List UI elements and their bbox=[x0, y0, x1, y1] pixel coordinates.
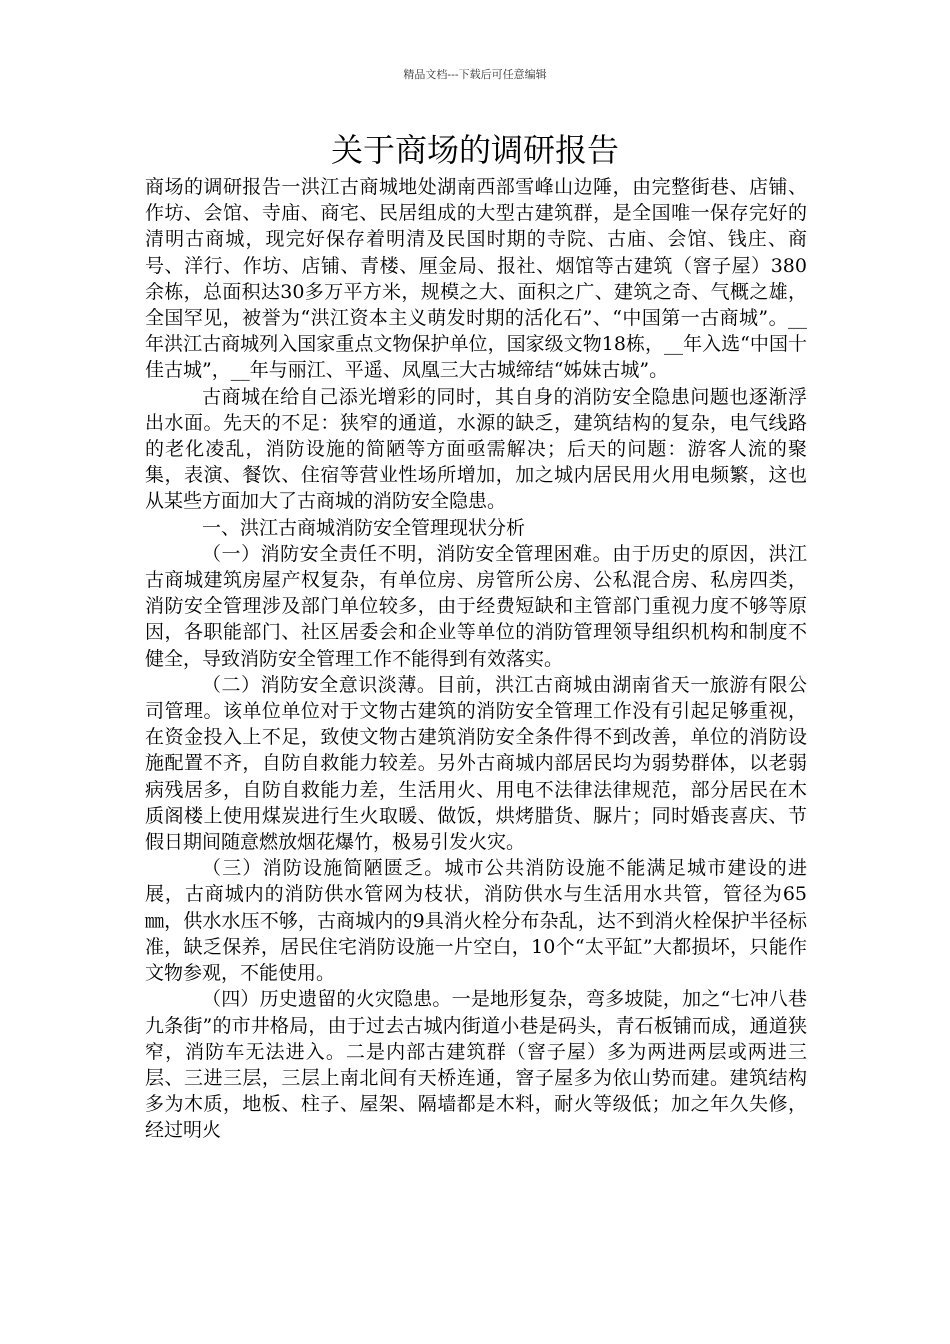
paragraph-hazards: 古商城在给自己添光增彩的同时，其自身的消防安全隐患问题也逐渐浮出水面。先天的不足：狭窄的通道，水源的缺乏，建筑结构的复杂，电气线路的老化凌乱，消防设施的简陋等方面亟需解决；后天的问题：游客人流的聚集，表演、餐饮、住宿等营业性场所增加，加之城内居民用火用电频繁，这也从某些方面加大了古商城的消防安全隐患。 bbox=[145, 385, 807, 513]
paragraph-item-3: （三）消防设施简陋匮乏。城市公共消防设施不能满足城市建设的进展，古商城内的消防供水管网为枝状，消防供水与生活用水共管，管径为65㎜，供水水压不够，古商城内的9具消火栓分布杂乱，达不到消火栓保护半径标准，缺乏保养，居民住宅消防设施一片空白，10个“太平缸”大都损坏，只能作文物参观，不能使用。 bbox=[145, 857, 807, 985]
paragraph-item-2: （二）消防安全意识淡薄。目前，洪江古商城由湖南省天一旅游有限公司管理。该单位单位对于文物古建筑的消防安全管理工作没有引起足够重视，在资金投入上不足，致使文物古建筑消防安全条件得不到改善，单位的消防设施配置不齐，自防自救能力较差。另外古商城内部居民均为弱势群体，以老弱病残居多，自防自救能力差，生活用火、用电不法律法律规范，部分居民在木质阁楼上使用煤炭进行生火取暖、做饭，烘烤腊货、脲片；同时婚丧喜庆、节假日期间随意燃放烟花爆竹，极易引发火灾。 bbox=[145, 673, 807, 854]
document-title: 关于商场的调研报告 bbox=[330, 131, 619, 169]
section-heading-analysis: 一、洪江古商城消防安全管理现状分析 bbox=[202, 516, 526, 539]
paragraph-intro: 商场的调研报告一洪江古商城地处湖南西部雪峰山边陲，由完整街巷、店铺、作坊、会馆、寺庙、商宅、民居组成的大型古建筑群，是全国唯一保存完好的清明古商城，现完好保存着明清及民国时期的寺院、古庙、会馆、钱庄、商号、洋行、作坊、店铺、青楼、厘金局、报社、烟馆等古建筑（窨子屋）380余栋，总面积达30多万平方米，规模之大、面积之广、建筑之奇、气概之雄，全国罕见，被誉为“洪江资本主义萌发时期的活化石”、“中国第一古商城”。__年洪江古商城列入国家重点文物保护单位，国家级文物18栋，__年入选“中国十佳古城”，__年与丽江、平遥、凤凰三大古城缔结“姊妹古城”。 bbox=[145, 176, 807, 382]
paragraph-item-4: （四）历史遗留的火灾隐患。一是地形复杂，弯多坡陡，加之“七冲八巷九条街”的市井格局，由于过去古城内街道小巷是码头，青石板铺而成，通道狭窄，消防车无法进入。二是内部古建筑群（窨子屋）多为两进两层或两进三层、三进三层，三层上南北间有天桥连通，窨子屋多为依山势而建。建筑结构多为木质，地板、柱子、屋架、隔墙都是木料，耐火等级低；加之年久失修，经过明火 bbox=[145, 988, 807, 1142]
document-body bbox=[145, 174, 807, 1144]
header-watermark: 精品文档---下载后可任意编辑 bbox=[403, 68, 547, 81]
paragraph-item-1: （一）消防安全责任不明，消防安全管理困难。由于历史的原因，洪江古商城建筑房屋产权复杂，有单位房、房管所公房、公私混合房、私房四类，消防安全管理涉及部门单位较多，由于经费短缺和主管部门重视力度不够等原因，各职能部门、社区居委会和企业等单位的消防管理领导组织机构和制度不健全，导致消防安全管理工作不能得到有效落实。 bbox=[145, 542, 807, 670]
